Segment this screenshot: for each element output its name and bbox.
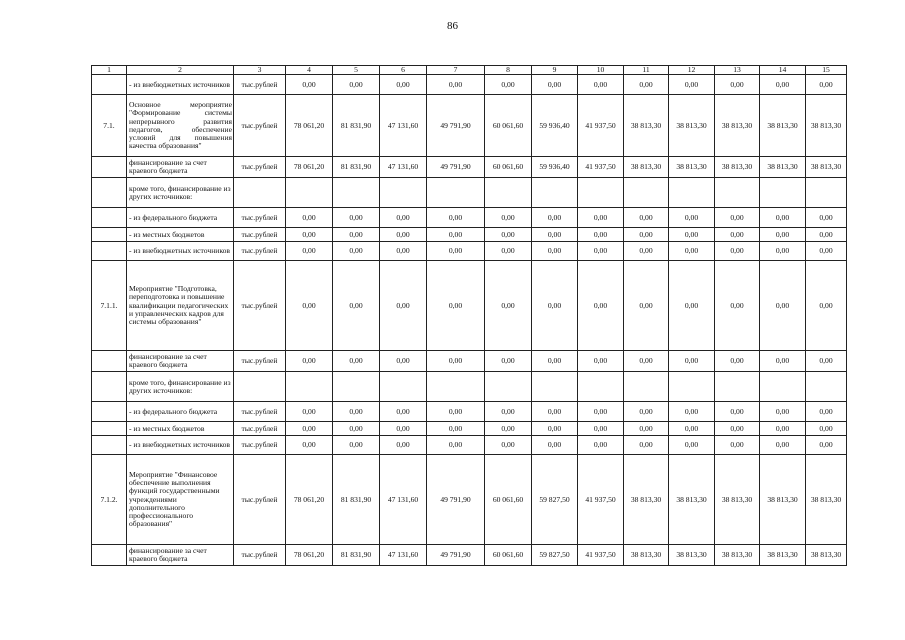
unit-of-measure: тыс.рублей bbox=[234, 261, 286, 351]
item-description: - из местных бюджетов bbox=[127, 422, 234, 436]
value-cell: 0,00 bbox=[380, 75, 427, 95]
value-cell: 47 131,60 bbox=[380, 455, 427, 545]
value-cell: 78 061,20 bbox=[286, 455, 333, 545]
value-cell bbox=[806, 372, 847, 402]
column-number: 7 bbox=[427, 66, 485, 75]
value-cell: 0,00 bbox=[380, 208, 427, 228]
unit-of-measure bbox=[234, 372, 286, 402]
value-cell: 0,00 bbox=[485, 422, 532, 436]
column-number: 4 bbox=[286, 66, 333, 75]
value-cell bbox=[715, 178, 760, 208]
item-number bbox=[92, 208, 127, 228]
value-cell: 0,00 bbox=[286, 436, 333, 455]
unit-of-measure: тыс.рублей bbox=[234, 422, 286, 436]
value-cell: 60 061,60 bbox=[485, 95, 532, 157]
value-cell: 59 827,50 bbox=[532, 545, 578, 566]
value-cell: 0,00 bbox=[532, 261, 578, 351]
value-cell bbox=[578, 372, 624, 402]
value-cell: 0,00 bbox=[380, 261, 427, 351]
value-cell: 0,00 bbox=[760, 436, 806, 455]
value-cell: 0,00 bbox=[624, 75, 669, 95]
item-number: 7.1.2. bbox=[92, 455, 127, 545]
value-cell: 0,00 bbox=[669, 422, 715, 436]
value-cell: 47 131,60 bbox=[380, 95, 427, 157]
value-cell bbox=[669, 372, 715, 402]
value-cell: 0,00 bbox=[286, 208, 333, 228]
item-number bbox=[92, 178, 127, 208]
value-cell: 78 061,20 bbox=[286, 545, 333, 566]
value-cell: 0,00 bbox=[485, 436, 532, 455]
item-description: финансирование за счет краевого бюджета bbox=[127, 351, 234, 372]
value-cell: 0,00 bbox=[806, 402, 847, 422]
item-description: кроме того, финансирование из других источников: bbox=[127, 372, 234, 402]
value-cell: 0,00 bbox=[286, 351, 333, 372]
table-row bbox=[92, 75, 847, 95]
page-number: 86 bbox=[447, 20, 458, 32]
value-cell: 0,00 bbox=[380, 351, 427, 372]
value-cell: 0,00 bbox=[286, 228, 333, 242]
value-cell: 0,00 bbox=[427, 242, 485, 261]
value-cell: 60 061,60 bbox=[485, 545, 532, 566]
value-cell: 0,00 bbox=[715, 436, 760, 455]
value-cell: 0,00 bbox=[427, 402, 485, 422]
value-cell: 0,00 bbox=[715, 261, 760, 351]
value-cell: 0,00 bbox=[427, 351, 485, 372]
value-cell: 0,00 bbox=[760, 261, 806, 351]
item-number bbox=[92, 157, 127, 178]
value-cell: 0,00 bbox=[715, 351, 760, 372]
value-cell: 41 937,50 bbox=[578, 455, 624, 545]
value-cell: 38 813,30 bbox=[715, 157, 760, 178]
item-description: Мероприятие "Подготовка, переподготовка и повышение квалификации педагогических и управленческих кадров для системы образования" bbox=[127, 261, 234, 351]
unit-of-measure: тыс.рублей bbox=[234, 242, 286, 261]
value-cell: 38 813,30 bbox=[806, 545, 847, 566]
column-number: 6 bbox=[380, 66, 427, 75]
value-cell bbox=[427, 372, 485, 402]
value-cell: 0,00 bbox=[333, 261, 380, 351]
value-cell: 47 131,60 bbox=[380, 157, 427, 178]
unit-of-measure bbox=[234, 178, 286, 208]
value-cell: 38 813,30 bbox=[760, 455, 806, 545]
value-cell: 38 813,30 bbox=[669, 95, 715, 157]
value-cell: 0,00 bbox=[669, 261, 715, 351]
value-cell: 41 937,50 bbox=[578, 545, 624, 566]
value-cell: 0,00 bbox=[286, 242, 333, 261]
value-cell bbox=[624, 178, 669, 208]
value-cell: 0,00 bbox=[427, 228, 485, 242]
value-cell bbox=[806, 178, 847, 208]
value-cell: 60 061,60 bbox=[485, 455, 532, 545]
value-cell: 0,00 bbox=[715, 208, 760, 228]
value-cell bbox=[286, 178, 333, 208]
value-cell bbox=[578, 178, 624, 208]
value-cell: 38 813,30 bbox=[715, 95, 760, 157]
value-cell: 0,00 bbox=[578, 228, 624, 242]
value-cell: 0,00 bbox=[333, 436, 380, 455]
unit-of-measure: тыс.рублей bbox=[234, 208, 286, 228]
value-cell bbox=[715, 372, 760, 402]
item-description: - из федерального бюджета bbox=[127, 208, 234, 228]
value-cell: 38 813,30 bbox=[669, 455, 715, 545]
value-cell: 38 813,30 bbox=[715, 455, 760, 545]
value-cell bbox=[485, 372, 532, 402]
value-cell: 0,00 bbox=[760, 242, 806, 261]
value-cell: 0,00 bbox=[669, 208, 715, 228]
value-cell: 0,00 bbox=[669, 228, 715, 242]
value-cell: 0,00 bbox=[333, 422, 380, 436]
value-cell: 38 813,30 bbox=[669, 545, 715, 566]
value-cell: 0,00 bbox=[380, 242, 427, 261]
value-cell: 0,00 bbox=[806, 261, 847, 351]
value-cell: 0,00 bbox=[760, 208, 806, 228]
value-cell: 0,00 bbox=[624, 208, 669, 228]
column-number: 2 bbox=[127, 66, 234, 75]
value-cell: 49 791,90 bbox=[427, 95, 485, 157]
table-row bbox=[92, 402, 847, 422]
unit-of-measure: тыс.рублей bbox=[234, 157, 286, 178]
value-cell: 0,00 bbox=[380, 436, 427, 455]
column-number: 11 bbox=[624, 66, 669, 75]
value-cell: 0,00 bbox=[806, 422, 847, 436]
value-cell: 0,00 bbox=[532, 208, 578, 228]
value-cell: 0,00 bbox=[333, 208, 380, 228]
item-number bbox=[92, 75, 127, 95]
value-cell: 0,00 bbox=[485, 351, 532, 372]
item-description: Основное мероприятие "Формирование системы непрерывного развития педагогов, обеспечение условий для повышения качества образования" bbox=[127, 95, 234, 157]
item-description: кроме того, финансирование из других источников: bbox=[127, 178, 234, 208]
item-number: 7.1.1. bbox=[92, 261, 127, 351]
value-cell: 0,00 bbox=[532, 402, 578, 422]
table-row bbox=[92, 372, 847, 402]
value-cell: 0,00 bbox=[760, 75, 806, 95]
value-cell: 0,00 bbox=[806, 228, 847, 242]
value-cell: 0,00 bbox=[427, 75, 485, 95]
value-cell: 0,00 bbox=[286, 402, 333, 422]
value-cell: 0,00 bbox=[578, 261, 624, 351]
value-cell: 0,00 bbox=[624, 436, 669, 455]
value-cell: 49 791,90 bbox=[427, 157, 485, 178]
value-cell: 0,00 bbox=[624, 228, 669, 242]
value-cell: 38 813,30 bbox=[806, 455, 847, 545]
value-cell: 0,00 bbox=[760, 402, 806, 422]
value-cell: 0,00 bbox=[806, 436, 847, 455]
value-cell: 0,00 bbox=[715, 242, 760, 261]
value-cell: 0,00 bbox=[485, 242, 532, 261]
item-number bbox=[92, 436, 127, 455]
value-cell: 0,00 bbox=[578, 422, 624, 436]
value-cell: 49 791,90 bbox=[427, 545, 485, 566]
column-number: 12 bbox=[669, 66, 715, 75]
value-cell: 0,00 bbox=[333, 242, 380, 261]
value-cell bbox=[333, 178, 380, 208]
item-number bbox=[92, 372, 127, 402]
value-cell: 59 936,40 bbox=[532, 95, 578, 157]
value-cell bbox=[286, 372, 333, 402]
value-cell: 0,00 bbox=[760, 351, 806, 372]
unit-of-measure: тыс.рублей bbox=[234, 75, 286, 95]
value-cell: 0,00 bbox=[380, 228, 427, 242]
value-cell bbox=[624, 372, 669, 402]
column-number: 9 bbox=[532, 66, 578, 75]
table-row bbox=[92, 208, 847, 228]
value-cell: 41 937,50 bbox=[578, 157, 624, 178]
table-row bbox=[92, 178, 847, 208]
table-row bbox=[92, 455, 847, 545]
value-cell: 0,00 bbox=[333, 228, 380, 242]
item-description: финансирование за счет краевого бюджета bbox=[127, 157, 234, 178]
value-cell: 0,00 bbox=[427, 436, 485, 455]
value-cell: 38 813,30 bbox=[806, 95, 847, 157]
value-cell: 0,00 bbox=[760, 228, 806, 242]
value-cell: 0,00 bbox=[624, 242, 669, 261]
item-number bbox=[92, 228, 127, 242]
value-cell bbox=[380, 372, 427, 402]
value-cell: 81 831,90 bbox=[333, 95, 380, 157]
value-cell: 0,00 bbox=[715, 422, 760, 436]
item-number bbox=[92, 242, 127, 261]
value-cell: 0,00 bbox=[532, 242, 578, 261]
value-cell: 60 061,60 bbox=[485, 157, 532, 178]
value-cell: 78 061,20 bbox=[286, 157, 333, 178]
value-cell: 0,00 bbox=[333, 402, 380, 422]
column-number: 5 bbox=[333, 66, 380, 75]
value-cell: 0,00 bbox=[532, 351, 578, 372]
unit-of-measure: тыс.рублей bbox=[234, 228, 286, 242]
value-cell: 0,00 bbox=[760, 422, 806, 436]
value-cell: 0,00 bbox=[578, 402, 624, 422]
value-cell: 0,00 bbox=[624, 422, 669, 436]
value-cell: 0,00 bbox=[427, 208, 485, 228]
value-cell: 59 827,50 bbox=[532, 455, 578, 545]
unit-of-measure: тыс.рублей bbox=[234, 402, 286, 422]
item-description: - из местных бюджетов bbox=[127, 228, 234, 242]
value-cell: 0,00 bbox=[715, 228, 760, 242]
column-number-row bbox=[92, 66, 847, 75]
value-cell: 81 831,90 bbox=[333, 157, 380, 178]
value-cell: 0,00 bbox=[806, 75, 847, 95]
value-cell: 0,00 bbox=[286, 422, 333, 436]
value-cell bbox=[427, 178, 485, 208]
value-cell: 0,00 bbox=[624, 261, 669, 351]
value-cell: 0,00 bbox=[624, 351, 669, 372]
value-cell: 0,00 bbox=[578, 242, 624, 261]
value-cell: 38 813,30 bbox=[760, 545, 806, 566]
unit-of-measure: тыс.рублей bbox=[234, 545, 286, 566]
value-cell: 38 813,30 bbox=[624, 455, 669, 545]
item-number bbox=[92, 351, 127, 372]
value-cell: 0,00 bbox=[578, 436, 624, 455]
value-cell: 38 813,30 bbox=[715, 545, 760, 566]
unit-of-measure: тыс.рублей bbox=[234, 351, 286, 372]
value-cell: 0,00 bbox=[333, 351, 380, 372]
item-description: - из внебюджетных источников bbox=[127, 242, 234, 261]
table-row bbox=[92, 95, 847, 157]
item-number bbox=[92, 422, 127, 436]
value-cell: 0,00 bbox=[485, 261, 532, 351]
value-cell: 0,00 bbox=[485, 402, 532, 422]
value-cell: 0,00 bbox=[427, 422, 485, 436]
value-cell: 0,00 bbox=[380, 422, 427, 436]
table-row bbox=[92, 545, 847, 566]
item-description: финансирование за счет краевого бюджета bbox=[127, 545, 234, 566]
value-cell bbox=[485, 178, 532, 208]
value-cell bbox=[760, 372, 806, 402]
table-row bbox=[92, 261, 847, 351]
value-cell: 59 936,40 bbox=[532, 157, 578, 178]
column-number: 10 bbox=[578, 66, 624, 75]
column-number: 1 bbox=[92, 66, 127, 75]
value-cell: 0,00 bbox=[578, 351, 624, 372]
value-cell: 47 131,60 bbox=[380, 545, 427, 566]
column-number: 15 bbox=[806, 66, 847, 75]
value-cell: 0,00 bbox=[715, 402, 760, 422]
value-cell: 0,00 bbox=[333, 75, 380, 95]
table-row bbox=[92, 242, 847, 261]
value-cell: 0,00 bbox=[669, 75, 715, 95]
value-cell: 38 813,30 bbox=[760, 157, 806, 178]
column-number: 8 bbox=[485, 66, 532, 75]
unit-of-measure: тыс.рублей bbox=[234, 95, 286, 157]
value-cell: 0,00 bbox=[485, 75, 532, 95]
value-cell: 0,00 bbox=[669, 402, 715, 422]
column-number: 3 bbox=[234, 66, 286, 75]
value-cell: 0,00 bbox=[806, 208, 847, 228]
item-description: - из внебюджетных источников bbox=[127, 436, 234, 455]
value-cell: 0,00 bbox=[532, 436, 578, 455]
value-cell bbox=[333, 372, 380, 402]
value-cell: 38 813,30 bbox=[806, 157, 847, 178]
table-row bbox=[92, 157, 847, 178]
value-cell: 38 813,30 bbox=[760, 95, 806, 157]
item-description: - из федерального бюджета bbox=[127, 402, 234, 422]
unit-of-measure: тыс.рублей bbox=[234, 436, 286, 455]
unit-of-measure: тыс.рублей bbox=[234, 455, 286, 545]
value-cell bbox=[669, 178, 715, 208]
value-cell: 78 061,20 bbox=[286, 95, 333, 157]
value-cell: 38 813,30 bbox=[624, 95, 669, 157]
value-cell: 38 813,30 bbox=[624, 157, 669, 178]
table-row bbox=[92, 351, 847, 372]
item-number bbox=[92, 402, 127, 422]
table-row bbox=[92, 422, 847, 436]
value-cell: 0,00 bbox=[669, 351, 715, 372]
value-cell: 0,00 bbox=[806, 242, 847, 261]
table-body bbox=[92, 66, 847, 566]
value-cell bbox=[380, 178, 427, 208]
value-cell: 0,00 bbox=[485, 228, 532, 242]
column-number: 14 bbox=[760, 66, 806, 75]
value-cell: 0,00 bbox=[669, 242, 715, 261]
value-cell: 0,00 bbox=[806, 351, 847, 372]
table-row bbox=[92, 228, 847, 242]
value-cell: 81 831,90 bbox=[333, 545, 380, 566]
value-cell: 0,00 bbox=[286, 261, 333, 351]
item-number: 7.1. bbox=[92, 95, 127, 157]
value-cell: 49 791,90 bbox=[427, 455, 485, 545]
value-cell: 0,00 bbox=[427, 261, 485, 351]
value-cell: 0,00 bbox=[286, 75, 333, 95]
value-cell: 0,00 bbox=[485, 208, 532, 228]
value-cell: 0,00 bbox=[380, 402, 427, 422]
budget-table bbox=[91, 65, 847, 566]
value-cell: 0,00 bbox=[532, 422, 578, 436]
item-number bbox=[92, 545, 127, 566]
table-row bbox=[92, 436, 847, 455]
value-cell: 0,00 bbox=[578, 208, 624, 228]
value-cell bbox=[532, 178, 578, 208]
value-cell: 0,00 bbox=[624, 402, 669, 422]
value-cell: 0,00 bbox=[578, 75, 624, 95]
column-number: 13 bbox=[715, 66, 760, 75]
value-cell: 0,00 bbox=[715, 75, 760, 95]
value-cell: 81 831,90 bbox=[333, 455, 380, 545]
value-cell: 0,00 bbox=[532, 75, 578, 95]
value-cell: 0,00 bbox=[669, 436, 715, 455]
value-cell: 38 813,30 bbox=[624, 545, 669, 566]
value-cell: 41 937,50 bbox=[578, 95, 624, 157]
value-cell: 38 813,30 bbox=[669, 157, 715, 178]
value-cell: 0,00 bbox=[532, 228, 578, 242]
item-description: - из внебюджетных источников bbox=[127, 75, 234, 95]
item-description: Мероприятие "Финансовое обеспечение выполнения функций государственными учреждениями дополнительного профессионального образования" bbox=[127, 455, 234, 545]
value-cell bbox=[760, 178, 806, 208]
value-cell bbox=[532, 372, 578, 402]
